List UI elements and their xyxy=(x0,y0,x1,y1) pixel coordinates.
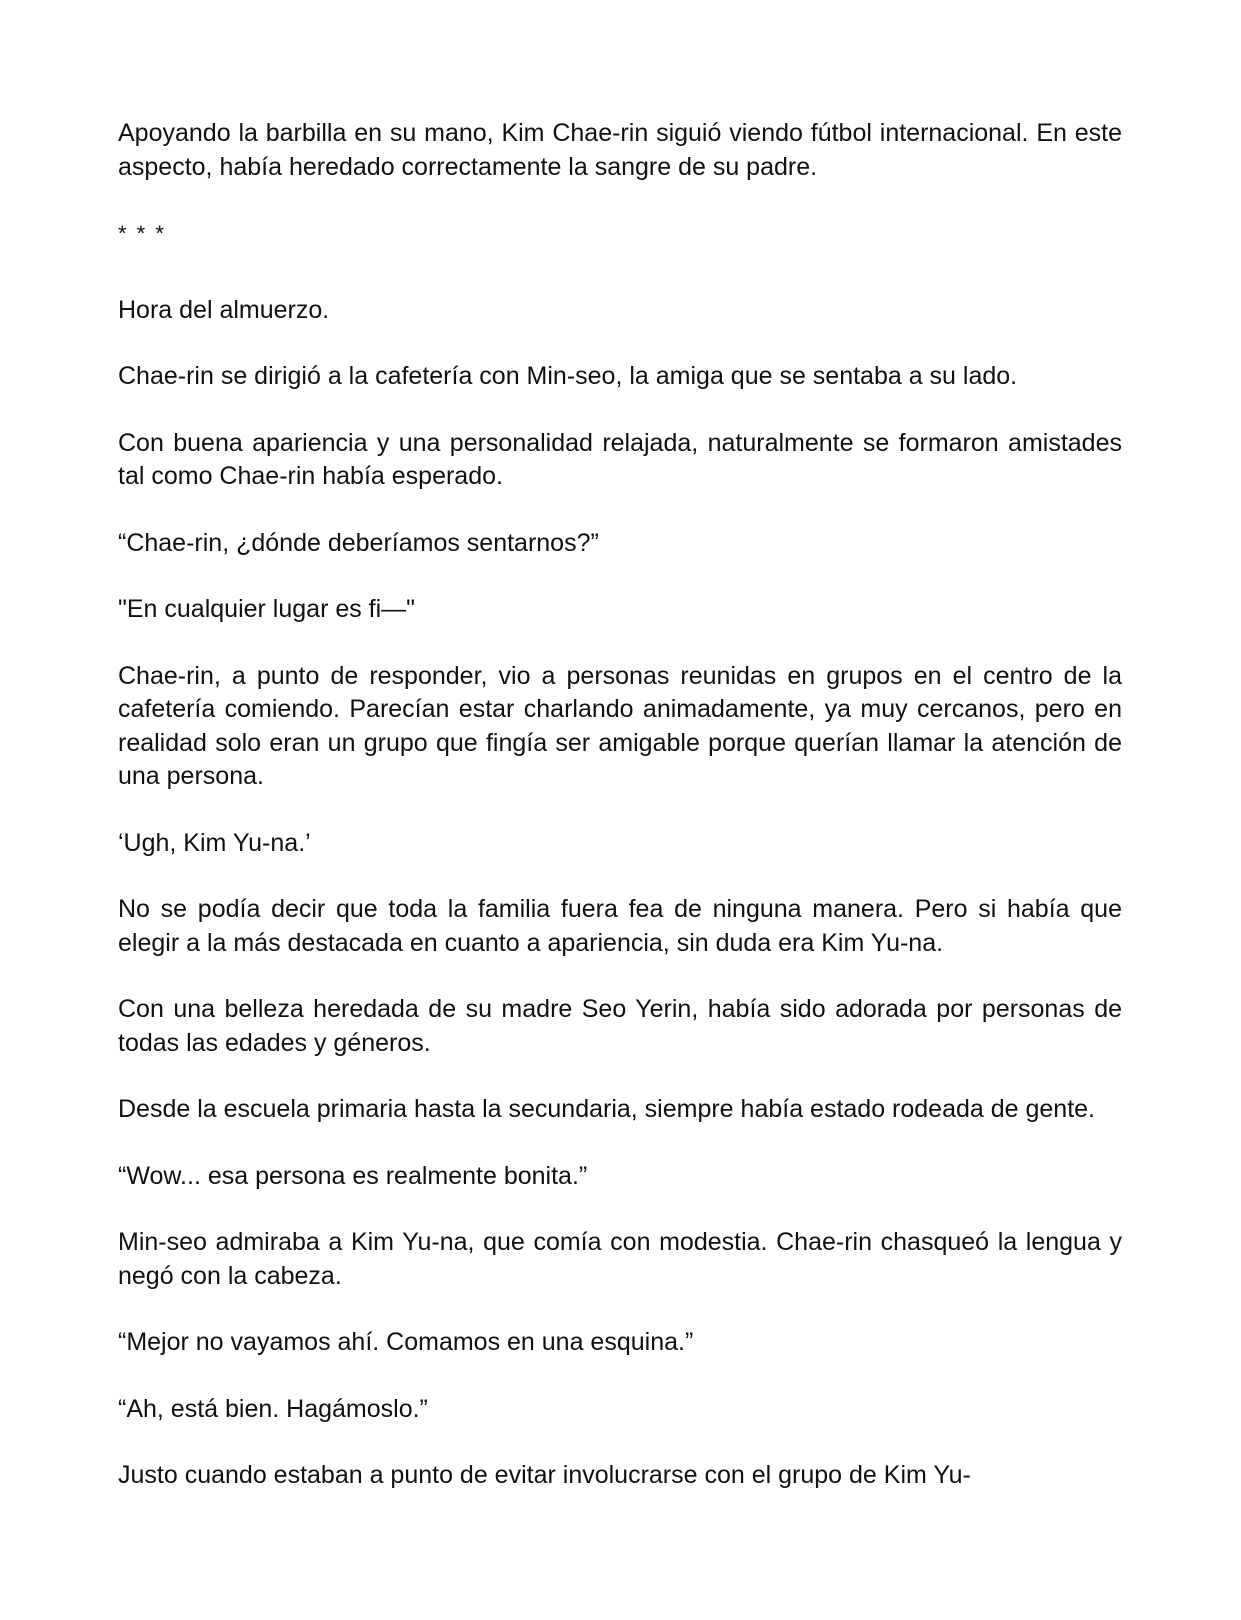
paragraph: Chae-rin, a punto de responder, vio a personas reunidas en grupos en el centro de la cafetería comiendo. Parecían estar charlando animadamente, ya muy cercanos, pero en realidad solo eran un grupo que fingía ser amigable porque querían llamar la atención de una persona. xyxy=(118,661,1122,790)
scene-separator: * * * xyxy=(118,221,166,246)
paragraph: Desde la escuela primaria hasta la secundaria, siempre había estado rodeada de gente. xyxy=(118,1095,1096,1123)
paragraph: No se podía decir que toda la familia fuera fea de ninguna manera. Pero si había que elegir a la más destacada en cuanto a apariencia, sin duda era Kim Yu-na. xyxy=(118,895,1122,957)
dialogue-line: “Chae-rin, ¿dónde deberíamos sentarnos?” xyxy=(118,528,599,557)
dialogue-line: “Mejor no vayamos ahí. Comamos en una esquina.” xyxy=(118,1328,694,1356)
dialogue-line: "En cualquier lugar es fi—" xyxy=(118,595,416,623)
thought-line: ‘Ugh, Kim Yu-na.’ xyxy=(118,828,311,857)
paragraph: Chae-rin se dirigió a la cafetería con Min-seo, la amiga que se sentaba a su lado. xyxy=(118,362,1018,390)
document-body xyxy=(118,117,1122,1526)
paragraph: Con buena apariencia y una personalidad relajada, naturalmente se formaron amistades tal como Chae-rin había esperado. xyxy=(118,428,1122,490)
paragraph: Hora del almuerzo. xyxy=(118,295,330,324)
paragraph-cut-off: Justo cuando estaban a punto de evitar involucrarse con el grupo de Kim Yu- xyxy=(118,1461,971,1489)
paragraph: Min-seo admiraba a Kim Yu-na, que comía con modestia. Chae-rin chasqueó la lengua y negó con la cabeza. xyxy=(118,1228,1122,1290)
paragraph: Con una belleza heredada de su madre Seo Yerin, había sido adorada por personas de todas las edades y géneros. xyxy=(118,995,1122,1057)
dialogue-line: “Ah, está bien. Hagámoslo.” xyxy=(118,1394,428,1423)
dialogue-line: “Wow... esa persona es realmente bonita.” xyxy=(118,1161,588,1190)
paragraph: Apoyando la barbilla en su mano, Kim Chae-rin siguió viendo fútbol internacional. En este aspecto, había heredado correctamente la sangre de su padre. xyxy=(118,119,1122,181)
